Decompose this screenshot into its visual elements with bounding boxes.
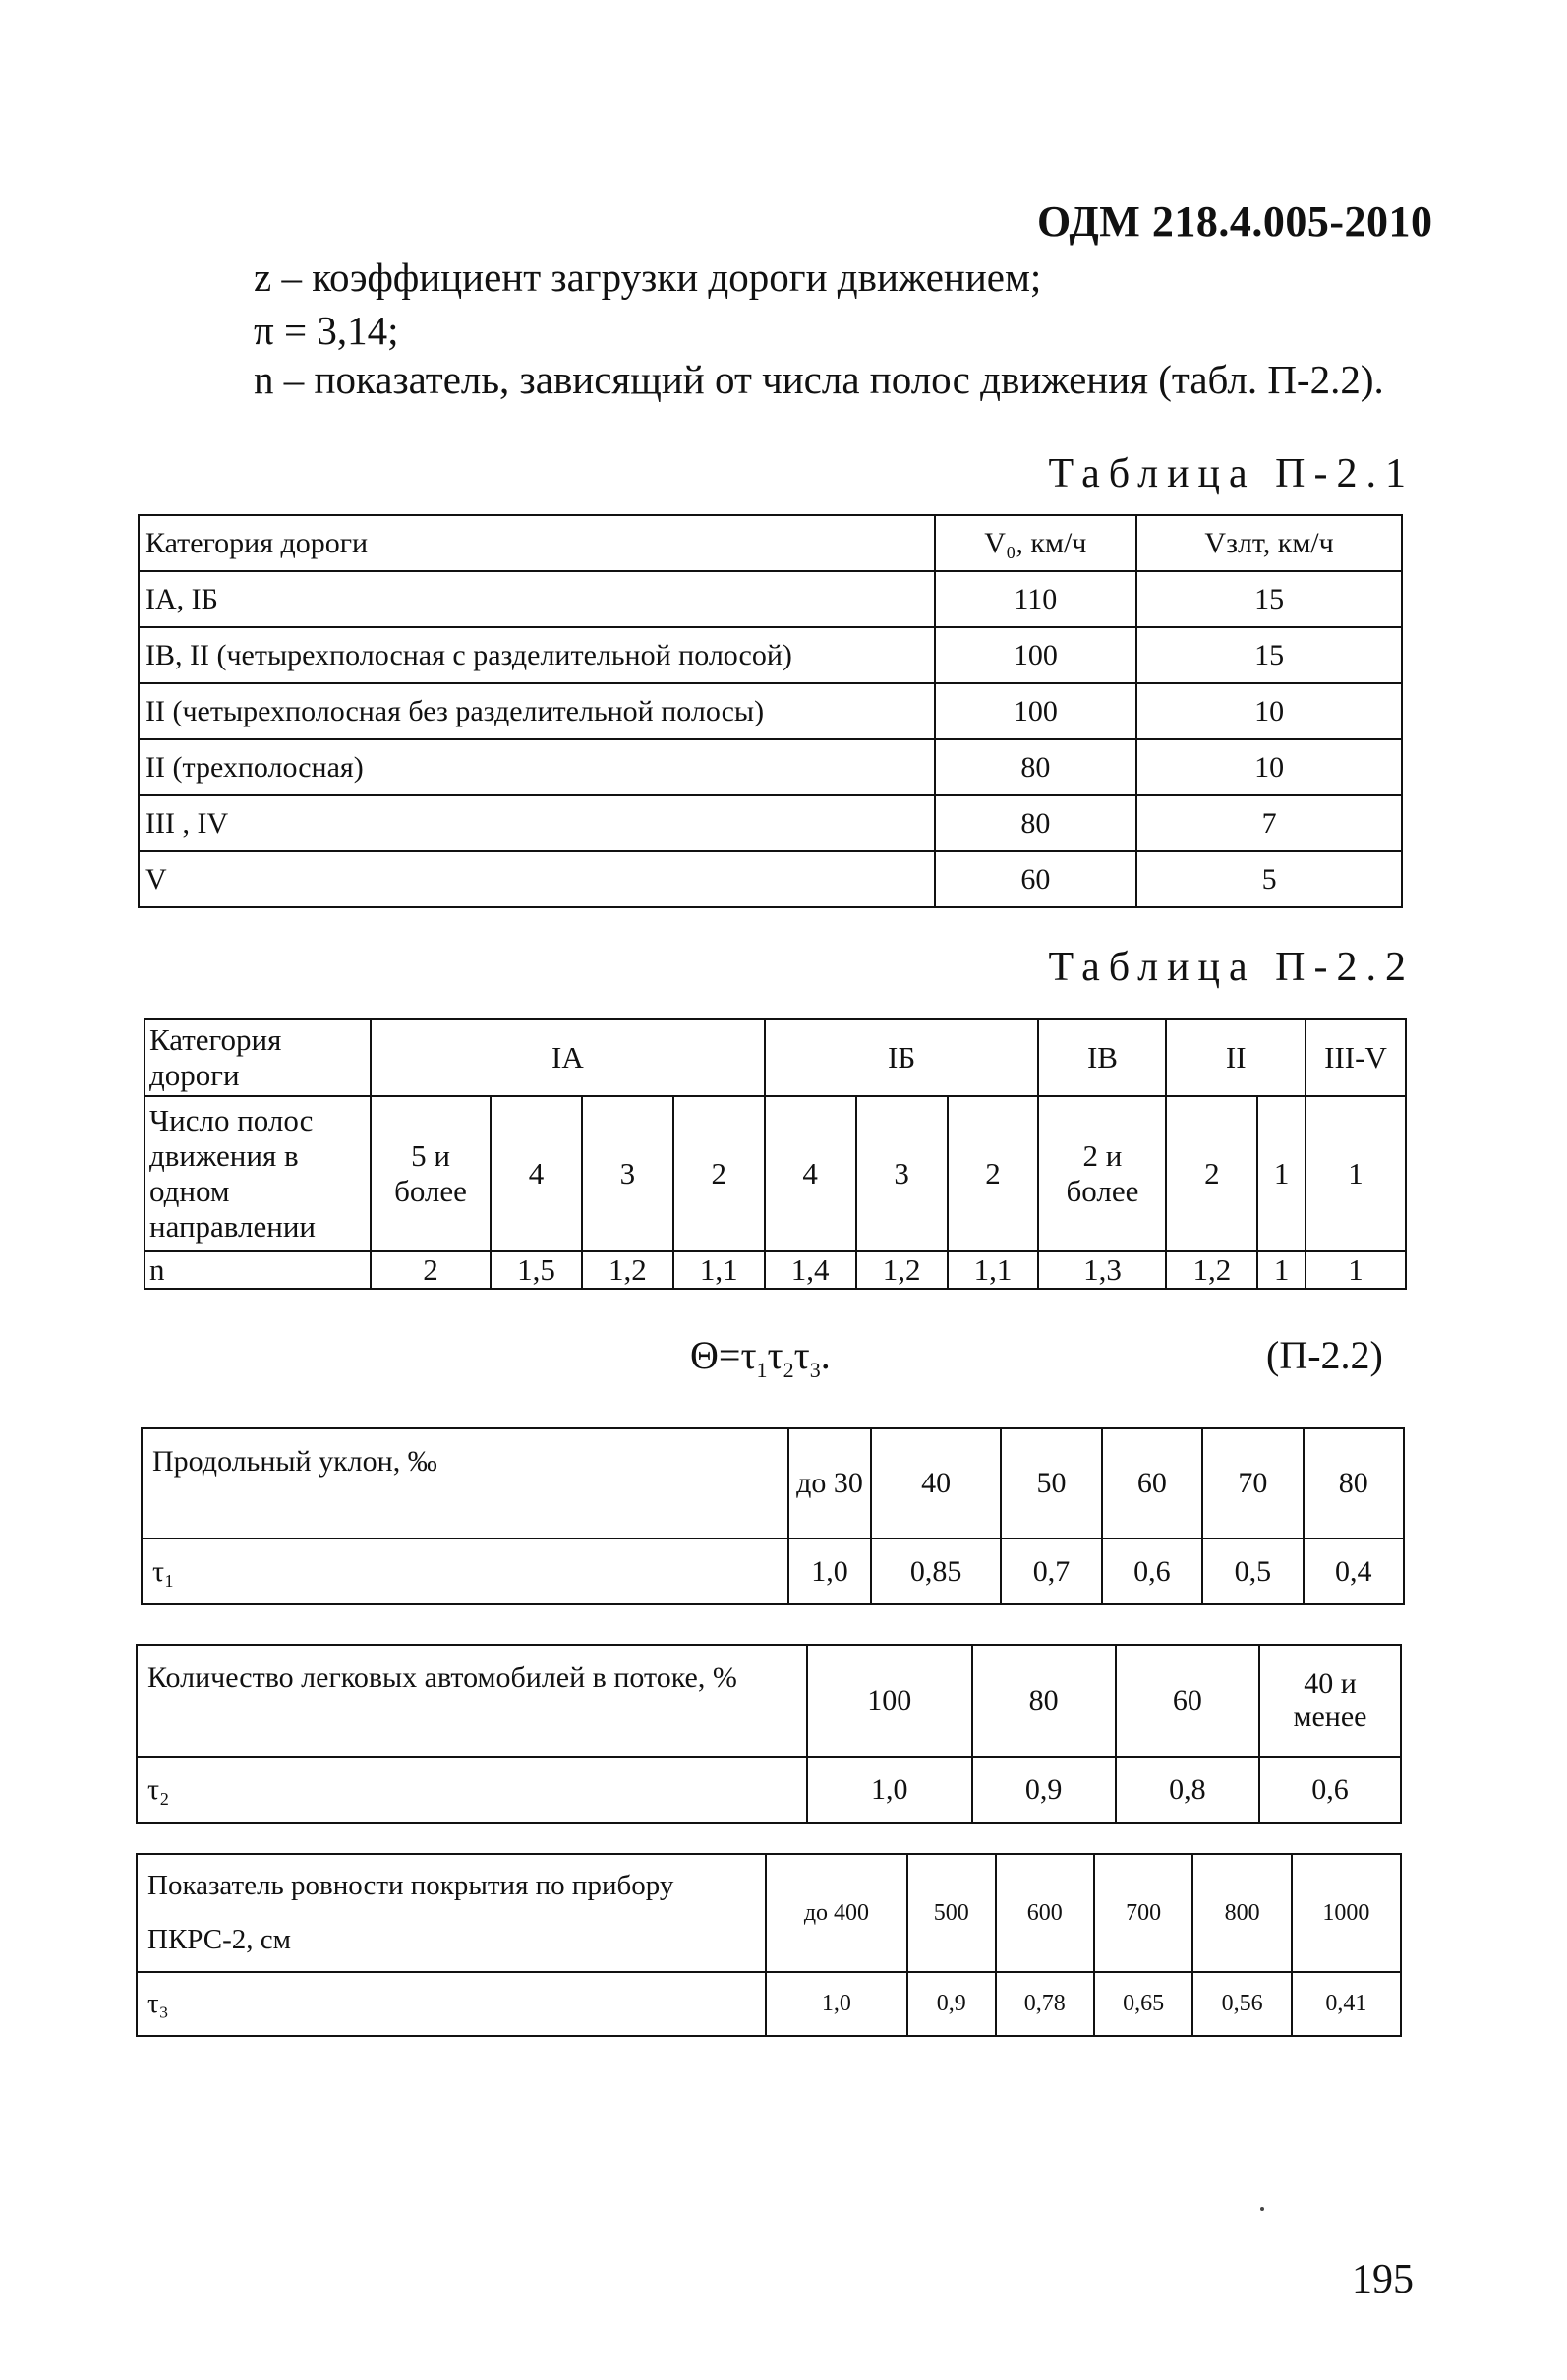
table-row <box>145 1096 1406 1251</box>
table-row <box>142 1428 1404 1538</box>
formula-sub-1: 1 <box>756 1358 768 1382</box>
formula-sub-3: 3 <box>809 1358 821 1382</box>
tau3-value: 0,65 <box>1094 1972 1192 2036</box>
tau3-value: 1,0 <box>766 1972 907 2036</box>
roughness-col: 500 <box>907 1854 996 1972</box>
header-v0: V₀, км/ч <box>935 515 1137 571</box>
n-cell: 1,1 <box>948 1251 1039 1289</box>
n-cell: 1,2 <box>582 1251 673 1289</box>
table-row <box>139 627 1402 683</box>
tau3-label: τ₃ <box>137 1972 766 2036</box>
category-IA: IА <box>371 1019 765 1096</box>
formula-end: . <box>820 1333 831 1377</box>
formula-tau: τ <box>793 1333 810 1377</box>
formula-tau: τ <box>767 1333 784 1377</box>
category-II: II <box>1166 1019 1306 1096</box>
roughness-col: 600 <box>996 1854 1094 1972</box>
definition-pi: π = 3,14; <box>254 308 399 353</box>
cars-label: Количество легковых автомобилей в потоке, % <box>137 1645 807 1757</box>
cell-v0: 100 <box>935 683 1137 739</box>
lanes-cell: 4 <box>491 1096 582 1251</box>
header-vzlt: Vзлт, км/ч <box>1136 515 1402 571</box>
table-slope <box>141 1427 1405 1605</box>
lanes-cell: 3 <box>856 1096 948 1251</box>
slope-col: 50 <box>1001 1428 1101 1538</box>
cars-col: 60 <box>1116 1645 1259 1757</box>
n-cell: 1,4 <box>765 1251 856 1289</box>
lanes-cell: 1 <box>1306 1096 1406 1251</box>
table-row <box>139 683 1402 739</box>
category-label: Категория дороги <box>145 1019 371 1096</box>
table-speeds <box>138 514 1403 908</box>
slope-col: до 30 <box>788 1428 871 1538</box>
slope-label: Продольный уклон, ‰ <box>142 1428 788 1538</box>
tau1-value: 0,5 <box>1202 1538 1303 1604</box>
scan-speck <box>1260 2207 1264 2211</box>
tau2-value: 0,8 <box>1116 1757 1259 1823</box>
table-header-row <box>139 515 1402 571</box>
cell-v0: 100 <box>935 627 1137 683</box>
cell-category: V <box>139 851 935 907</box>
category-IV: IВ <box>1038 1019 1166 1096</box>
lanes-label: Число полос движения в одном направлении <box>145 1096 371 1251</box>
formula-theta <box>690 1332 831 1383</box>
n-cell: 2 <box>371 1251 491 1289</box>
n-cell: 1,1 <box>673 1251 765 1289</box>
table1-caption: Таблица П-2.1 <box>1048 451 1415 496</box>
roughness-label: Показатель ровности покрытия по прибору ПКРС-2, см <box>137 1854 766 1972</box>
tau3-value: 0,56 <box>1192 1972 1291 2036</box>
roughness-col: до 400 <box>766 1854 907 1972</box>
table-lanes <box>144 1018 1407 1290</box>
cell-vzlt: 10 <box>1136 683 1402 739</box>
tau2-value: 0,6 <box>1259 1757 1401 1823</box>
formula-sub-2: 2 <box>783 1358 794 1382</box>
tau1-value: 0,4 <box>1304 1538 1404 1604</box>
n-cell: 1 <box>1257 1251 1306 1289</box>
tau1-value: 1,0 <box>788 1538 871 1604</box>
table-row <box>137 1645 1401 1757</box>
category-III-V: III-V <box>1306 1019 1406 1096</box>
cell-v0: 60 <box>935 851 1137 907</box>
tau3-value: 0,9 <box>907 1972 996 2036</box>
tau2-value: 0,9 <box>972 1757 1116 1823</box>
cell-category: II (трехполосная) <box>139 739 935 795</box>
cell-v0: 80 <box>935 739 1137 795</box>
cars-col: 40 и менее <box>1259 1645 1401 1757</box>
tau1-value: 0,6 <box>1102 1538 1202 1604</box>
definition-n: n – показатель, зависящий от числа полос движения (табл. П-2.2). <box>254 357 1384 402</box>
table2-caption: Таблица П-2.2 <box>1048 945 1415 990</box>
n-cell: 1,2 <box>1166 1251 1257 1289</box>
cell-v0: 110 <box>935 571 1137 627</box>
table-row <box>145 1251 1406 1289</box>
n-label: n <box>145 1251 371 1289</box>
table-cars <box>136 1644 1402 1824</box>
table-row <box>137 1854 1401 1972</box>
slope-col: 60 <box>1102 1428 1202 1538</box>
table-row <box>139 739 1402 795</box>
document-code: ОДМ 218.4.005-2010 <box>1037 198 1433 246</box>
slope-col: 80 <box>1304 1428 1404 1538</box>
n-cell: 1,3 <box>1038 1251 1166 1289</box>
tau2-label: τ₂ <box>137 1757 807 1823</box>
cell-category: IВ, II (четырехполосная с разделительной полосой) <box>139 627 935 683</box>
roughness-col: 800 <box>1192 1854 1291 1972</box>
lanes-cell: 5 и более <box>371 1096 491 1251</box>
tau3-value: 0,41 <box>1292 1972 1401 2036</box>
table-row <box>139 795 1402 851</box>
cell-vzlt: 15 <box>1136 627 1402 683</box>
table-roughness <box>136 1853 1402 2037</box>
n-cell: 1,2 <box>856 1251 948 1289</box>
table-row <box>139 571 1402 627</box>
cell-v0: 80 <box>935 795 1137 851</box>
page-number: 195 <box>1352 2257 1414 2302</box>
tau1-label: τ₁ <box>142 1538 788 1604</box>
table-row <box>142 1538 1404 1604</box>
definition-z: z – коэффициент загрузки дороги движением; <box>254 255 1042 300</box>
tau3-value: 0,78 <box>996 1972 1094 2036</box>
table-row <box>137 1972 1401 2036</box>
table-row <box>139 851 1402 907</box>
cell-category: IА, IБ <box>139 571 935 627</box>
cell-vzlt: 7 <box>1136 795 1402 851</box>
tau1-value: 0,7 <box>1001 1538 1101 1604</box>
lanes-cell: 1 <box>1257 1096 1306 1251</box>
n-cell: 1 <box>1306 1251 1406 1289</box>
cell-category: II (четырехполосная без разделительной полосы) <box>139 683 935 739</box>
header-category: Категория дороги <box>139 515 935 571</box>
table-row <box>145 1019 1406 1096</box>
lanes-cell: 2 <box>948 1096 1039 1251</box>
lanes-cell: 2 <box>673 1096 765 1251</box>
cell-vzlt: 10 <box>1136 739 1402 795</box>
cars-col: 100 <box>807 1645 972 1757</box>
formula-number: (П-2.2) <box>1266 1333 1383 1377</box>
cell-category: III , IV <box>139 795 935 851</box>
slope-col: 70 <box>1202 1428 1303 1538</box>
tau1-value: 0,85 <box>871 1538 1001 1604</box>
roughness-col: 1000 <box>1292 1854 1401 1972</box>
lanes-cell: 4 <box>765 1096 856 1251</box>
cell-vzlt: 15 <box>1136 571 1402 627</box>
lanes-cell: 3 <box>582 1096 673 1251</box>
slope-col: 40 <box>871 1428 1001 1538</box>
n-cell: 1,5 <box>491 1251 582 1289</box>
cell-vzlt: 5 <box>1136 851 1402 907</box>
lanes-cell: 2 <box>1166 1096 1257 1251</box>
formula-lhs: Θ=τ <box>690 1333 757 1377</box>
category-IB: IБ <box>765 1019 1039 1096</box>
cars-col: 80 <box>972 1645 1116 1757</box>
tau2-value: 1,0 <box>807 1757 972 1823</box>
roughness-col: 700 <box>1094 1854 1192 1972</box>
table-row <box>137 1757 1401 1823</box>
lanes-cell: 2 и более <box>1038 1096 1166 1251</box>
